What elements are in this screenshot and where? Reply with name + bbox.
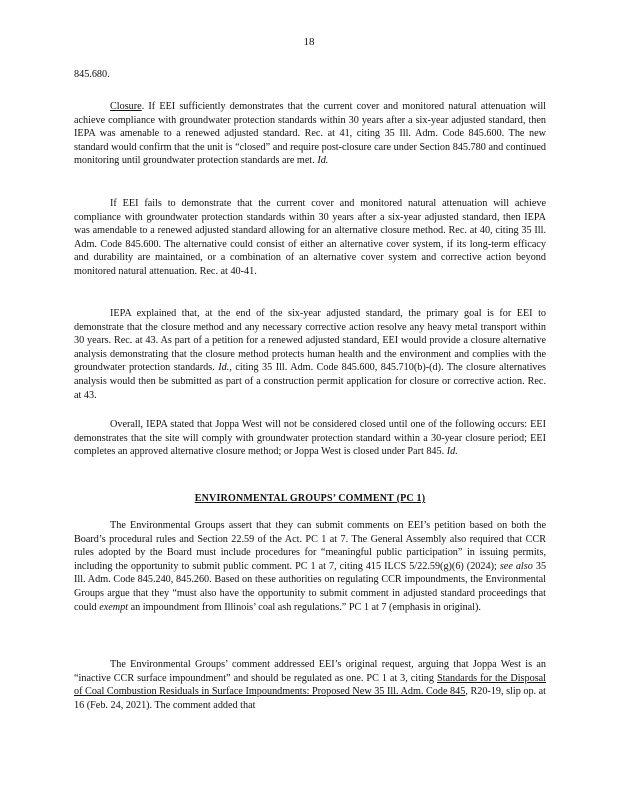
closure-heading: Closure	[110, 101, 142, 112]
overall-text: Overall, IEPA stated that Joppa West will not be considered closed until one of the following occurs: EEI demonstrates that the site will comply with groundwater protection standard within a 30-year closure period; EEI completes an approved alternative closure method; or Joppa West is closed under Part 845.	[74, 419, 546, 458]
paragraph-environmental-groups	[74, 519, 546, 614]
iepa-text-2: , citing 35 Ill. Adm. Code 845.600, 845.710(b)-(d). The closure alternatives analysis would then be submitted as part of a construction permit application for closure or corrective action. Rec. at 43.	[74, 362, 547, 401]
section-heading: ENVIRONMENTAL GROUPS’ COMMENT (PC 1)	[194, 493, 426, 504]
eg-text-3: an impoundment from Illinois’ coal ash regulations.” PC 1 at 7 (emphasis in original).	[130, 601, 481, 613]
see-also: see also	[499, 560, 533, 572]
orig-text-1: The Environmental Groups’ comment addressed EEI’s original request, arguing that Joppa West is an “inactive CCR surface impoundment” and should be regulated as one. PC 1 at 3, citing	[74, 659, 546, 684]
exempt-emphasis: exempt	[99, 601, 129, 613]
eg-text-2: 35 Ill. Adm. Code 845.240, 845.260. Based on these authorities on regulating CCR impoundments, the Environmental Groups argue that they “must also have the opportunity to submit comment in adjusted standard proceedings that could	[74, 560, 547, 613]
paragraph-closure	[74, 100, 546, 168]
orig-text-2: , R20-19, slip op. at 16 (Feb. 24, 2021). The comment added that	[74, 686, 546, 711]
eg-text-1: The Environmental Groups assert that they can submit comments on EEI’s petition based on both the Board’s procedural rules and Section 22.59 of the Act. PC 1 at 7. The General Assembly also required that CCR rules adopted by the Board must include procedures for “meaningful public participation” in issuing permits, including the opportunity to submit public comment. PC 1 at 7, citing 415 ILCS 5/22.59(g)(6) (2024);	[74, 520, 546, 572]
paragraph-iepa-explained	[74, 307, 546, 402]
iepa-text-1: IEPA explained that, at the end of the six-year adjusted standard, the primary goal is for EEI to demonstrate that the closure method and any necessary corrective action resolve any heavy metal transport within 30 years. Rec. at 43. As part of a petition for a renewed adjusted standard, EEI would provide a closure alternative analysis demonstrating that the closure method protects human health and the environment and complies with the groundwater protection standards.	[74, 308, 546, 374]
overall-cite: Id.	[446, 446, 458, 458]
paragraph-overall	[74, 418, 546, 459]
closure-text: . If EEI sufficiently demonstrates that the current cover and monitored natural attenuation will achieve compliance with groundwater protection standards within 30 years after a six-year adjusted standard, then IEPA was amenable to a renewed adjusted standard. Rec. at 41, citing 35 Ill. Adm. Code 845.600. The new standard would confirm that the unit is “closed” and require post-closure care under Section 845.780 and continued monitoring until groundwater protection standards are met.	[74, 101, 546, 167]
rule-title: Standards for the Disposal of Coal Combustion Residuals in Surface Impoundments: Proposed New 35 Ill. Adm. Code 845	[74, 672, 547, 698]
closure-cite: Id.	[317, 155, 329, 167]
paragraph-continuation: 845.680.	[74, 69, 110, 80]
page-number: 18	[303, 36, 315, 48]
paragraph-original-request	[74, 658, 546, 712]
paragraph-alternative-closure: If EEI fails to demonstrate that the current cover and monitored natural attenuation will achieve compliance with groundwater protection standards within 30 years after a six-year adjusted standard, then IEPA was amendable to a renewed adjusted standard allowing for an alternative closure method. Rec. at 40, citing 35 Ill. Adm. Code 845.600. The alternative could consist of either an alternative cover system, if its long-term efficacy and durability are maintained, or a combination of an alternative cover system and corrective action beyond monitored natural attenuation. Rec. at 40-41.	[74, 198, 546, 277]
iepa-cite: Id.	[218, 362, 230, 374]
